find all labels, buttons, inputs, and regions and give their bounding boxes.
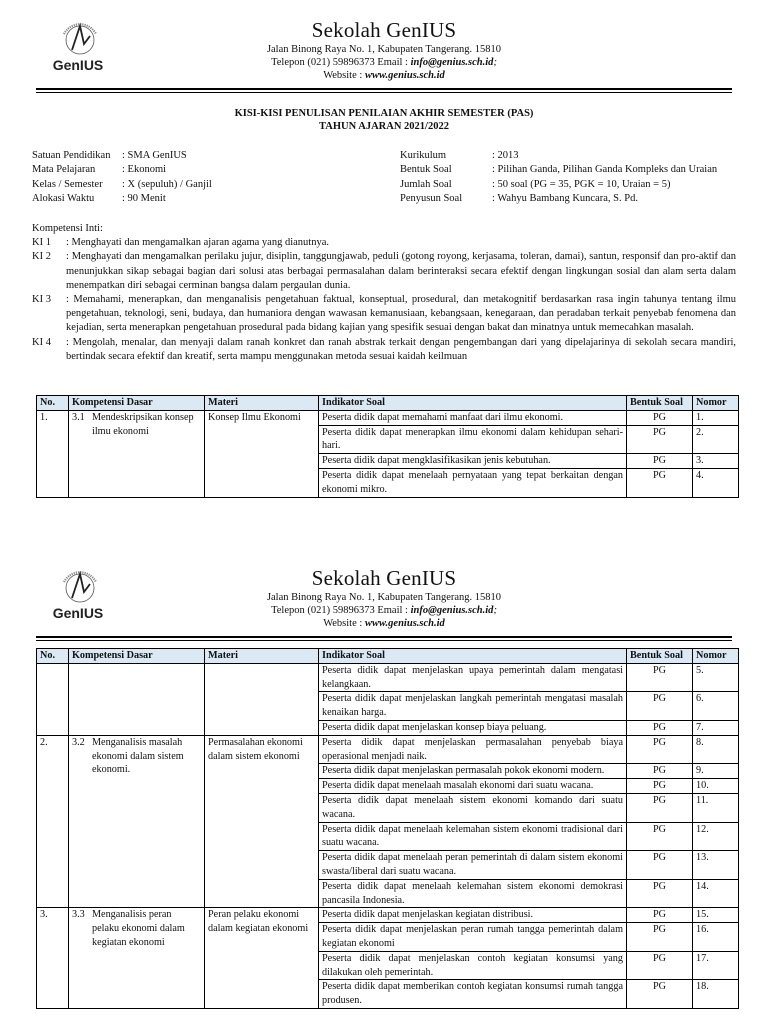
school-contact: [0, 57, 768, 68]
cell-nomor: 9.: [693, 764, 739, 779]
cell-kd: [69, 410, 205, 497]
header-divider-thin: [36, 640, 732, 641]
cell-materi: [205, 663, 319, 735]
website-link[interactable]: www.genius.sch.id: [364, 618, 445, 629]
cell-nomor: 16.: [693, 923, 739, 952]
cell-nomor: 17.: [693, 951, 739, 980]
school-website: [0, 618, 768, 629]
doc-subtitle: TAHUN AJARAN 2021/2022: [319, 121, 449, 132]
info-value: : Wahyu Bambang Kuncara, S. Pd.: [492, 192, 638, 204]
col-no: No.: [37, 649, 69, 664]
school-address: Jalan Binong Raya No. 1, Kabupaten Tangerang. 15810: [266, 44, 502, 55]
cell-bentuk: PG: [627, 692, 693, 721]
cell-bentuk: PG: [627, 425, 693, 454]
cell-nomor: 3.: [693, 454, 739, 469]
school-website: [0, 70, 768, 81]
col-kd: Kompetensi Dasar: [69, 396, 205, 411]
table-row: [37, 908, 739, 923]
school-name: Sekolah GenIUS: [311, 18, 457, 42]
table-header-row: [37, 396, 739, 411]
cell-bentuk: PG: [627, 951, 693, 980]
header-divider-thick: [36, 88, 732, 90]
col-bentuk: Bentuk Soal: [627, 649, 693, 664]
info-row: [400, 192, 717, 206]
ki-code: KI 4: [32, 336, 51, 348]
cell-nomor: 10.: [693, 779, 739, 794]
cell-kd: [69, 908, 205, 1009]
cell-bentuk: PG: [627, 879, 693, 908]
logo-text: GenIUS: [52, 57, 104, 73]
table-row: [37, 735, 739, 764]
cell-indikator: Peserta didik dapat menelaah masalah ekonomi dari suatu wacana.: [319, 779, 627, 794]
cell-kd: [69, 735, 205, 908]
ki-code: KI 2: [32, 251, 51, 263]
cell-nomor: 11.: [693, 793, 739, 822]
cell-bentuk: PG: [627, 779, 693, 794]
cell-nomor: 2.: [693, 425, 739, 454]
col-indikator: Indikator Soal: [319, 649, 627, 664]
website-label: Website :: [323, 618, 365, 629]
info-row: [400, 178, 717, 192]
phone-label: Telepon (021) 59896373 Email :: [271, 57, 411, 68]
cell-nomor: 1.: [693, 410, 739, 425]
website-label: Website :: [323, 70, 365, 81]
email-link[interactable]: info@genius.sch.id: [410, 57, 494, 68]
cell-bentuk: PG: [627, 663, 693, 692]
ki-heading: Kompetensi Inti:: [32, 223, 103, 234]
info-value: : Ekonomi: [122, 164, 167, 176]
cell-nomor: 8.: [693, 735, 739, 764]
col-nomor: Nomor: [693, 649, 739, 664]
col-materi: Materi: [205, 396, 319, 411]
ki-code: KI 1: [32, 237, 51, 249]
info-key: Alokasi Waktu: [32, 192, 95, 204]
cell-bentuk: PG: [627, 720, 693, 735]
info-key: Kelas / Semester: [32, 178, 103, 190]
cell-indikator: Peserta didik dapat menelaah peran pemerintah di dalam sistem ekonomi swasta/liberal dari suatu wacana.: [319, 851, 627, 880]
cell-bentuk: PG: [627, 454, 693, 469]
letterhead: [0, 548, 768, 634]
cell-indikator: Peserta didik dapat menelaah kelemahan sistem ekonomi demokrasi pancasila Indonesia.: [319, 879, 627, 908]
cell-indikator: Peserta didik dapat menjelaskan konsep biaya peluang.: [319, 720, 627, 735]
email-suffix: ;: [493, 57, 497, 68]
ki-item: [32, 236, 736, 250]
email-link[interactable]: info@genius.sch.id: [410, 605, 494, 616]
kd-text: Mendeskripsikan konsep ilmu ekonomi: [92, 411, 194, 437]
cell-indikator: Peserta didik dapat menjelaskan permasalahan penyebab biaya operasional menjadi naik.: [319, 735, 627, 764]
school-address: Jalan Binong Raya No. 1, Kabupaten Tangerang. 15810: [266, 592, 502, 603]
cell-bentuk: PG: [627, 851, 693, 880]
cell-indikator: Peserta didik dapat menjelaskan upaya pemerintah dalam mengatasi kelangkaan.: [319, 663, 627, 692]
cell-no: 1.: [37, 410, 69, 497]
table-row: [37, 663, 739, 692]
info-key: Jumlah Soal: [400, 178, 452, 190]
school-contact: [0, 605, 768, 616]
cell-nomor: 12.: [693, 822, 739, 851]
cell-indikator: Peserta didik dapat menjelaskan permasalah pokok ekonomi modern.: [319, 764, 627, 779]
ki-text: : Memahami, menerapkan, dan menganalisis pengetahuan faktual, konseptual, prosedural, dan metakognitif berdasarkan rasa ingin tahunya tentang ilmu pengetahuan, teknologi, seni, budaya, dan humaniora dengan wawasan kemanusiaan, kebangsaan, kenegaraan, dan peradaban terkait penyebab fenomena dan kejadian, serta menerapkan pengetahuan prosedural pada bidang kajian yang spesifik sesuai dengan bakat dan minatnya untuk memecahkan masalah.: [66, 294, 736, 334]
cell-bentuk: PG: [627, 793, 693, 822]
info-row: [32, 192, 212, 206]
cell-indikator: Peserta didik dapat menelaah sistem ekonomi komando dari suatu wacana.: [319, 793, 627, 822]
cell-indikator: Peserta didik dapat mengklasifikasikan jenis kebutuhan.: [319, 454, 627, 469]
cell-nomor: 13.: [693, 851, 739, 880]
info-row: [32, 163, 212, 177]
cell-indikator: Peserta didik dapat menelaah pernyataan yang tepat berkaitan dengan ekonomi mikro.: [319, 468, 627, 497]
ki-item: [32, 293, 736, 336]
cell-no: 2.: [37, 735, 69, 908]
cell-bentuk: PG: [627, 735, 693, 764]
cell-nomor: 7.: [693, 720, 739, 735]
table-row: [37, 410, 739, 425]
cell-bentuk: PG: [627, 410, 693, 425]
col-materi: Materi: [205, 649, 319, 664]
cell-nomor: 6.: [693, 692, 739, 721]
col-bentuk: Bentuk Soal: [627, 396, 693, 411]
kd-text: Menganalisis peran pelaku ekonomi dalam kegiatan ekonomi: [92, 909, 185, 948]
kisi-table-1: [36, 395, 739, 498]
kisi-table-2: [36, 648, 739, 1009]
col-indikator: Indikator Soal: [319, 396, 627, 411]
cell-bentuk: PG: [627, 923, 693, 952]
cell-no: 3.: [37, 908, 69, 1009]
info-key: Penyusun Soal: [400, 192, 463, 204]
info-right: [400, 149, 717, 206]
ki-item: [32, 250, 736, 293]
info-row: [32, 149, 212, 163]
header-divider-thick: [36, 636, 732, 638]
col-kd: Kompetensi Dasar: [69, 649, 205, 664]
ki-text: : Mengolah, menalar, dan menyaji dalam ranah konkret dan ranah abstrak terkait dengan pengembangan dari yang dipelajarinya di sekolah secara mandiri, bertindak secara efektif dan kreatif, serta mampu menggunakan metoda sesuai kaidah keilmuan: [66, 336, 736, 362]
email-suffix: ;: [493, 605, 497, 616]
kd-text: Menganalisis masalah ekonomi dalam sistem ekonomi.: [92, 736, 184, 776]
kd-number: 3.2: [72, 736, 85, 748]
header-divider-thin: [36, 92, 732, 93]
info-value: : SMA GenIUS: [122, 150, 187, 161]
kd-number: 3.3: [72, 909, 85, 921]
ki-item: [32, 336, 736, 364]
school-name: Sekolah GenIUS: [311, 566, 457, 590]
cell-indikator: Peserta didik dapat menelaah kelemahan sistem ekonomi tradisional dari suatu wacana.: [319, 822, 627, 851]
cell-nomor: 5.: [693, 663, 739, 692]
info-key: Kurikulum: [400, 150, 447, 161]
doc-title: KISI-KISI PENULISAN PENILAIAN AKHIR SEMESTER (PAS): [234, 108, 534, 119]
info-row: [400, 149, 717, 163]
info-left: [32, 149, 212, 206]
col-no: No.: [37, 396, 69, 411]
cell-bentuk: PG: [627, 908, 693, 923]
cell-bentuk: PG: [627, 980, 693, 1009]
cell-indikator: Peserta didik dapat menjelaskan contoh kegiatan konsumsi yang dilakukan oleh pemerintah.: [319, 951, 627, 980]
cell-indikator: Peserta didik dapat menjelaskan kegiatan distribusi.: [319, 908, 627, 923]
info-key: Satuan Pendidikan: [32, 150, 111, 161]
letterhead: [0, 0, 768, 86]
cell-indikator: Peserta didik dapat memberikan contoh kegiatan konsumsi rumah tangga produsen.: [319, 980, 627, 1009]
cell-nomor: 4.: [693, 468, 739, 497]
info-row: [32, 178, 212, 192]
info-value: : X (sepuluh) / Ganjil: [122, 178, 212, 190]
phone-label: Telepon (021) 59896373 Email :: [271, 605, 411, 616]
cell-nomor: 14.: [693, 879, 739, 908]
ki-text: : Menghayati dan mengamalkan ajaran agama yang dianutnya.: [66, 237, 329, 249]
cell-materi: Permasalahan ekonomi dalam sistem ekonomi: [205, 735, 319, 908]
table-header-row: [37, 649, 739, 664]
info-value: : 90 Menit: [122, 192, 166, 204]
cell-bentuk: PG: [627, 764, 693, 779]
website-link[interactable]: www.genius.sch.id: [364, 70, 445, 81]
kompetensi-inti: [32, 222, 736, 364]
info-key: Mata Pelajaran: [32, 164, 96, 176]
cell-bentuk: PG: [627, 822, 693, 851]
info-value: : 2013: [492, 150, 519, 161]
cell-nomor: 15.: [693, 908, 739, 923]
cell-bentuk: PG: [627, 468, 693, 497]
cell-indikator: Peserta didik dapat menerapkan ilmu ekonomi dalam kehidupan sehari-hari.: [319, 425, 627, 454]
cell-nomor: 18.: [693, 980, 739, 1009]
info-value: : 50 soal (PG = 35, PGK = 10, Uraian = 5): [492, 178, 671, 190]
info-value: : Pilihan Ganda, Pilihan Ganda Kompleks dan Uraian: [492, 164, 718, 176]
cell-materi: Konsep Ilmu Ekonomi: [205, 410, 319, 497]
cell-indikator: Peserta didik dapat menjelaskan langkah pemerintah mengatasi masalah kenaikan harga.: [319, 692, 627, 721]
cell-no: [37, 663, 69, 735]
info-row: [400, 163, 717, 177]
col-nomor: Nomor: [693, 396, 739, 411]
cell-kd: [69, 663, 205, 735]
info-key: Bentuk Soal: [400, 164, 452, 176]
cell-indikator: Peserta didik dapat memahami manfaat dari ilmu ekonomi.: [319, 410, 627, 425]
cell-indikator: Peserta didik dapat menjelaskan peran rumah tangga pemerintah dalam kegiatan ekonomi: [319, 923, 627, 952]
ki-text: : Menghayati dan mengamalkan perilaku jujur, disiplin, tanggungjawab, peduli (gotong royong, kerjasama, toleran, damai), santun, responsif dan pro-aktif dan menunjukkan sikap sebagai bagian dari solusi atas berbagai permasalahan dalam berinteraksi secara efektif dengan lingkungan sosial dan alam serta dalam menempatkan diri sebagai cerminan bangsa dalam pergaulan dunia.: [66, 251, 736, 291]
ki-code: KI 3: [32, 294, 51, 306]
cell-materi: Peran pelaku ekonomi dalam kegiatan ekonomi: [205, 908, 319, 1009]
kd-number: 3.1: [72, 411, 85, 423]
logo-text: GenIUS: [52, 605, 104, 621]
